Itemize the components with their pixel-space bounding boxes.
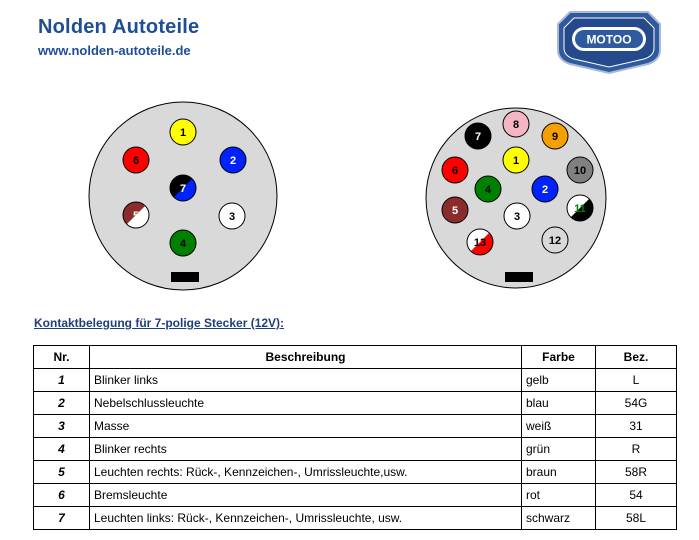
cell-description: Nebelschlussleuchte [90, 392, 522, 415]
cell-description: Blinker rechts [90, 438, 522, 461]
plug-7-pin-4 [170, 230, 196, 256]
cell-code: 54G [596, 392, 677, 415]
cell-color: gelb [522, 369, 596, 392]
plug-13-pin-label: 6 [451, 165, 459, 177]
plug-13-pin-label: 4 [484, 184, 492, 196]
header-code: Bez. [596, 346, 677, 369]
plug-7-pin-label: 1 [179, 127, 187, 139]
plug-7-pin-label: 4 [179, 238, 187, 250]
table-row [34, 438, 677, 461]
cell-description: Bremsleuchte [90, 484, 522, 507]
cell-code: 31 [596, 415, 677, 438]
plug-13-pin-4 [475, 176, 501, 202]
plug-7-pin-5 [123, 202, 149, 228]
plug-13-pin-label: 3 [513, 211, 521, 223]
plug-7-key [171, 272, 199, 282]
plug-7-pin-2 [220, 147, 246, 173]
cell-color: braun [522, 461, 596, 484]
cell-nr: 5 [34, 461, 90, 484]
plug-7-pin-3 [219, 203, 245, 229]
plug-7-pin-7 [170, 175, 196, 201]
plug-13-pin-6 [442, 157, 468, 183]
plug-7-pin-label: 5 [132, 210, 140, 222]
cell-nr: 1 [34, 369, 90, 392]
plug-13-pin-label: 8 [512, 119, 520, 131]
plug-13-pin-8 [503, 111, 529, 137]
cell-description: Leuchten rechts: Rück-, Kennzeichen-, Umrissleuchte,usw. [90, 461, 522, 484]
table-row [34, 507, 677, 530]
header-description: Beschreibung [90, 346, 522, 369]
plug-13-pin-12 [542, 227, 568, 253]
cell-code: 58R [596, 461, 677, 484]
plug-7-pin-label: 3 [228, 211, 236, 223]
cell-description: Leuchten links: Rück-, Kennzeichen-, Umrissleuchte, usw. [90, 507, 522, 530]
plug-13-pin-label: 10 [573, 165, 587, 177]
cell-nr: 2 [34, 392, 90, 415]
plug-7-pin-label: 6 [132, 155, 140, 167]
company-name: Nolden Autoteile [38, 16, 200, 38]
cell-nr: 7 [34, 507, 90, 530]
plug-13-pin-11 [567, 195, 593, 221]
pin-assignment-table [33, 345, 677, 530]
plug-13-pin-label: 2 [541, 184, 549, 196]
plug-13-pin-13 [467, 229, 493, 255]
plug-7-pin-1 [170, 119, 196, 145]
cell-nr: 4 [34, 438, 90, 461]
plug-13-pin-3 [504, 203, 530, 229]
cell-code: R [596, 438, 677, 461]
table-row [34, 392, 677, 415]
plug-13-pin-label: 12 [548, 235, 562, 247]
plug-13-pin-5 [442, 197, 468, 223]
plug-13-pin-label: 13 [473, 237, 487, 249]
plug-13-pin-7 [465, 123, 491, 149]
plug-13-pin-label: 11 [574, 203, 586, 215]
header-color: Farbe [522, 346, 596, 369]
table-row [34, 461, 677, 484]
table-row [34, 484, 677, 507]
table-caption: Kontaktbelegung für 7-polige Stecker (12V): [34, 316, 285, 330]
cell-nr: 6 [34, 484, 90, 507]
plug-7-pin-label: 2 [229, 155, 237, 167]
plug-7-pin-label: 7 [179, 183, 187, 195]
plug-13-pin-1 [503, 147, 529, 173]
header-nr: Nr. [34, 346, 90, 369]
cell-code: 58L [596, 507, 677, 530]
table-row [34, 415, 677, 438]
table-header-row [34, 346, 677, 369]
cell-color: grün [522, 438, 596, 461]
plug-13-pin-10 [567, 157, 593, 183]
cell-color: schwarz [522, 507, 596, 530]
cell-color: blau [522, 392, 596, 415]
plug-13-pin-2 [532, 176, 558, 202]
logo-text: MOTOO [586, 32, 632, 47]
cell-description: Masse [90, 415, 522, 438]
cell-code: 54 [596, 484, 677, 507]
plug-13-pin-label: 5 [451, 205, 459, 217]
table-row [34, 369, 677, 392]
cell-color: rot [522, 484, 596, 507]
plug-13-pin-label: 9 [551, 131, 559, 143]
cell-nr: 3 [34, 415, 90, 438]
plug-7-pin-6 [123, 147, 149, 173]
plug-7-pin [89, 102, 277, 290]
cell-code: L [596, 369, 677, 392]
plug-13-pin-9 [542, 123, 568, 149]
cell-description: Blinker links [90, 369, 522, 392]
company-url: www.nolden-autoteile.de [38, 43, 191, 58]
plug-13-pin-label: 7 [474, 131, 482, 143]
plug-13-key [505, 272, 533, 282]
plug-13-pin [426, 108, 606, 288]
plug-13-pin-label: 1 [512, 155, 520, 167]
cell-color: weiß [522, 415, 596, 438]
